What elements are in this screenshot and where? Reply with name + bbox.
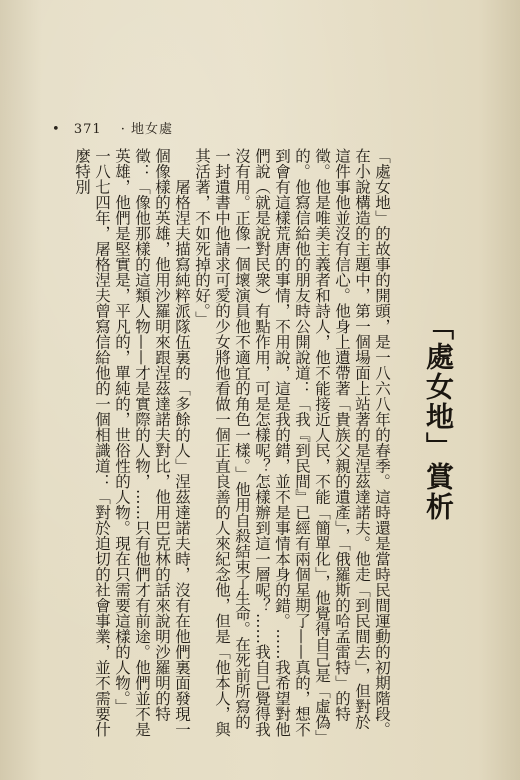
body-text xyxy=(62,148,392,738)
paragraph: 「處女地」的故事的開頭，是一八六八年的春季。這時還是當時民間運動的初期階段。在小說構造的主題中，第一個場面上站著的是涅茲達諾夫。他走「到民間去」，但對於這件事他並沒有信心。他身上遺帶著「貴族父親的遺產」，「俄羅斯的哈孟雷特」的特徵。他是唯美主義者和詩人，他不能接近人民，不能「簡單化」，他覺得自己是「虛偽」的。他寫信給他的朋友時公開說道：「我『到民間』已經有兩個星期了——真的，想不到會有這樣荒唐的事情，不用說，這是我的錯，並不是事情本身的錯。……我希望對他們說（就是說對民衆）有點作用，可是怎樣呢？怎樣辦到這一層呢？……我自己覺得我沒有用。正像一個壞演員他不適宜的角色一樣。」他用自殺結束了生命。在死前所寫的一封遺書中他請求可愛的少女將他看做一個正直良善的人來紀念他，但是「他本人，與其活著，不如死掉的好。」 xyxy=(193,148,391,737)
paragraph: 屠格涅夫描寫純粹派隊伍裏的「多餘的人」涅茲達諾夫時，沒有在他們裏面發現一個像樣的英雄，他用沙羅明來跟涅茲達諾夫對比，他用巴克林的話來說明沙羅明的特徵：「像他那樣的這類人物——才是實際的人物，……只有他們才有前途。他們並不是英雄，他們是堅實是，平凡的，單純的，世俗性的人物。現在只需要這樣的人物。」 xyxy=(113,148,191,737)
article-title: 「處女地」賞析 xyxy=(422,312,455,522)
running-head: · 地女處 xyxy=(120,122,174,137)
header-bullet: • xyxy=(52,122,61,137)
page-number: 371 xyxy=(73,122,102,137)
page-header xyxy=(52,118,173,137)
paragraph: 一八七四年，屠格涅夫曾寫信給他的一個相識道：「對於迫切的社會事業，並不需要什麼特別 xyxy=(73,148,111,737)
